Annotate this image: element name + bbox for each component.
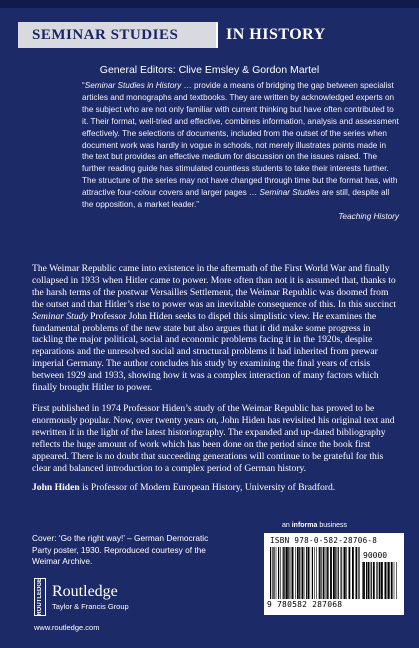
barcode-bar	[273, 547, 274, 599]
barcode-bar	[295, 547, 296, 599]
barcode-bar	[320, 547, 321, 599]
barcode-bar	[330, 547, 332, 599]
barcode-bar	[308, 547, 309, 599]
barcode-bar	[284, 547, 285, 599]
blurb-text: The Weimar Republic came into existence in the aftermath of the First World War and finally collapsed in 1933 when Hitler came to power. More often than not it is assumed that, thanks to the harsh terms of the postwar Versailles Settlement, the Weimar Republic was doomed from the outset and that Hitler’s rise to power was an inevitable consequence of this. In this succinct	[32, 263, 397, 310]
barcode-bar	[323, 547, 325, 599]
barcode-bar	[272, 547, 273, 599]
barcode-bar	[396, 562, 397, 599]
barcode-bar	[381, 562, 383, 599]
barcode-bar	[343, 547, 344, 599]
barcode-bar	[327, 547, 328, 599]
barcode-bar	[371, 562, 372, 599]
quote-italic-series: Seminar Studies	[259, 188, 320, 198]
isbn-text: ISBN 978-0-582-28706-8	[270, 536, 378, 545]
price-code: 90000	[363, 551, 388, 560]
barcode-bar	[319, 547, 320, 599]
barcode-bar	[376, 562, 377, 599]
informa-prefix: an	[282, 522, 292, 529]
series-title-right: IN HISTORY	[216, 22, 326, 48]
ean-barcode	[270, 547, 360, 599]
barcode-bar	[373, 562, 375, 599]
cover-credit: Cover: ‘Go the right way!’ – German Democratic Party poster, 1930. Reproduced courtesy of the Weimar Archive.	[32, 533, 209, 566]
barcode-bar	[310, 547, 311, 599]
barcode-bar	[388, 562, 390, 599]
publisher-website: www.routledge.com	[34, 623, 100, 632]
barcode-bar	[387, 562, 388, 599]
blurb-italic: Seminar Study	[32, 310, 88, 322]
barcode-bar	[363, 562, 365, 599]
barcode-bar	[362, 562, 363, 599]
quote-source: Teaching History	[338, 211, 399, 221]
routledge-logo-text: ROUTLEDGE	[37, 578, 43, 616]
general-editors: General Editors: Clive Emsley & Gordon Martel	[99, 64, 320, 76]
barcode-bar	[316, 547, 317, 599]
barcode-bar	[328, 547, 329, 599]
author-bio-text: is Professor of Modern European History, University of Bradford.	[79, 482, 336, 494]
publisher-group: Taylor & Francis Group	[52, 601, 129, 611]
quote-text: “	[82, 81, 85, 90]
informa-business-line	[282, 522, 347, 529]
barcode-bar	[299, 547, 300, 599]
top-strip	[0, 0, 419, 8]
barcode-bar	[349, 547, 351, 599]
barcode-bar	[314, 547, 315, 599]
series-title-left: SEMINAR STUDIES	[18, 22, 216, 48]
barcode-bar	[278, 547, 279, 599]
barcode-bar	[280, 547, 281, 599]
barcode-bar	[302, 547, 304, 599]
barcode-bar	[366, 562, 367, 599]
barcode-bar	[306, 547, 307, 599]
barcode-bar	[270, 547, 271, 599]
series-banner	[18, 22, 411, 48]
publisher-names	[52, 584, 129, 611]
blurb-text: Professor John Hiden seeks to dispel this simplistic view. He examines the fundamental problems of the new state but also argues that it did make some progress in tackling the major political, social and economic problems facing it in the 1920s, despite reparations and the unresolved social and structural problems it had inherited from prewar imperial Germany. The author concludes his study by examining the final years of crisis between 1929 and 1933, showing how it was a complex interaction of many factors which finally brought Hitler to power.	[32, 310, 379, 394]
barcode-bar	[338, 547, 339, 599]
publisher-name: Routledge	[52, 582, 118, 600]
barcode-bar	[341, 547, 342, 599]
publisher-block	[34, 578, 129, 616]
barcode-bar	[379, 562, 381, 599]
barcode-bar	[352, 547, 354, 599]
informa-logo: informa	[291, 522, 318, 529]
informa-suffix: business	[317, 522, 347, 529]
quote-italic-series: Seminar Studies in History	[84, 81, 182, 90]
barcode-digits: 9 780582 287068	[267, 600, 343, 609]
barcode-bar	[356, 547, 358, 599]
author-name: John Hiden	[32, 482, 80, 494]
routledge-logo	[34, 578, 46, 616]
addon-barcode	[362, 562, 398, 599]
barcode-bar	[312, 547, 313, 599]
blurb	[32, 263, 401, 502]
barcode-bar	[291, 547, 292, 599]
barcode-bar	[346, 547, 347, 599]
barcode-bar	[368, 562, 370, 599]
barcode-bar	[326, 547, 327, 599]
barcode-bar	[333, 547, 335, 599]
barcode-bar	[286, 547, 288, 599]
barcode-bar	[335, 547, 336, 599]
barcode-bar	[292, 547, 294, 599]
barcode-bar	[297, 547, 299, 599]
quote-text: are still, despite all the opposition, a market leader.”	[82, 188, 390, 210]
blurb-paragraph: First published in 1974 Professor Hiden’s study of the Weimar Republic has proved to be enormously popular. Now, over twenty years on, John Hiden has revisited his original text and rewritten it in the light of the latest historiography. The expanded and up-dated bibliography reflects the huge amount of work which has been done on the period since the book first appeared. There is no doubt that succeeding generations will continue to be grateful for this clear and balanced introduction to a complex period of German history.	[32, 402, 395, 474]
barcode-bar	[394, 562, 395, 599]
author-bio	[32, 482, 401, 494]
barcode-bar	[283, 547, 284, 599]
barcode-bar	[358, 547, 359, 599]
barcode-bar	[385, 562, 387, 599]
review-quote	[82, 80, 399, 223]
barcode-bar	[304, 547, 305, 599]
barcode-bar	[391, 562, 393, 599]
barcode-bar	[344, 547, 346, 599]
barcode-panel	[264, 533, 404, 615]
barcode-bar	[288, 547, 289, 599]
quote-text: … provide a means of bridging the gap between specialist articles and monographs and textbooks. They are written by acknowledged experts on the subject who are not only familiar with current thinking but have often contributed to it. Their format, well-tried and effective, combines information, analysis and assessment effectively. The selections of documents, included from the outset of the series when document work was hardly in vogue in schools, not merely illustrates points made in the text but provides an effective medium for discussion on the issues raised. The further reading guide has stimulated countless students to take their interests further. The structure of the series may not have changed through time but the format has, with attractive four-colour covers and larger pages …	[82, 81, 399, 198]
blurb-paragraph	[32, 263, 401, 394]
barcode-bar	[276, 547, 277, 599]
